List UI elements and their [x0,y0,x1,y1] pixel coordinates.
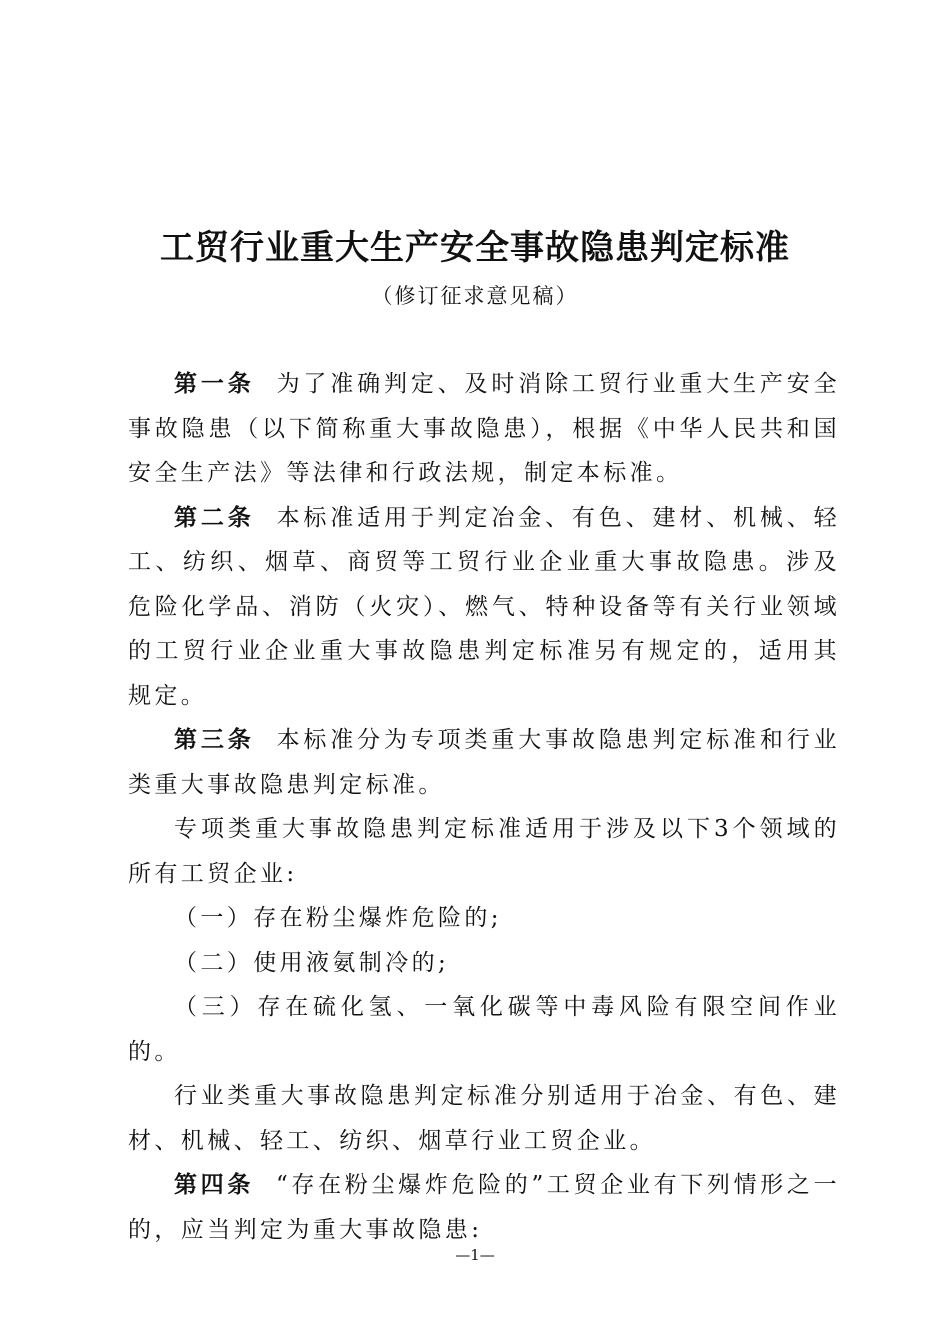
paragraph-article-3 [128,718,840,807]
paragraph-text: 专项类重大事故隐患判定标准适用于涉及以下3个领域的所有工贸企业: [128,816,840,887]
paragraph-text: （三）存在硫化氢、一氧化碳等中毒风险有限空间作业的。 [128,994,840,1065]
document-subtitle: （修订征求意见稿） [371,284,579,308]
article-label: 第二条 [174,503,255,531]
paragraph-text: （一）存在粉尘爆炸危险的; [174,905,502,931]
paragraph-text: 为了准确判定、及时消除工贸行业重大生产安全事故隐患（以下简称重大事故隐患），根据《中华人民共和国安全生产法》等法律和行政法规，制定本标准。 [128,371,840,486]
paragraph-industry [128,1074,840,1163]
list-item-1 [128,896,840,941]
article-label: 第四条 [174,1171,255,1198]
list-item-3 [128,985,840,1074]
paragraph-text: 行业类重大事故隐患判定标准分别适用于冶金、有色、建材、机械、轻工、纺织、烟草行业工贸企业。 [128,1083,840,1154]
paragraph-article-1 [128,362,840,496]
document-body [128,362,840,1252]
paragraph-article-2 [128,496,840,719]
document-title: 工贸行业重大生产安全事故隐患判定标准 [160,228,790,268]
paragraph-text: 本标准适用于判定冶金、有色、建材、机械、轻工、纺织、烟草、商贸等工贸行业企业重大事故隐患。涉及危险化学品、消防（火灾）、燃气、特种设备等有关行业领域的工贸行业企业重大事故隐患判定标准另有规定的，适用其规定。 [128,504,840,709]
article-label: 第三条 [174,726,255,753]
paragraph-article-4 [128,1163,840,1252]
paragraph-text: “存在粉尘爆炸危险的”工贸企业有下列情形之一的，应当判定为重大事故隐患: [128,1172,840,1243]
page-number: —1— [455,1246,495,1264]
list-item-2 [128,941,840,986]
paragraph-scope [128,807,840,896]
paragraph-text: 本标准分为专项类重大事故隐患判定标准和行业类重大事故隐患判定标准。 [128,727,840,798]
article-label: 第一条 [174,370,255,397]
paragraph-text: （二）使用液氨制冷的; [174,949,450,976]
